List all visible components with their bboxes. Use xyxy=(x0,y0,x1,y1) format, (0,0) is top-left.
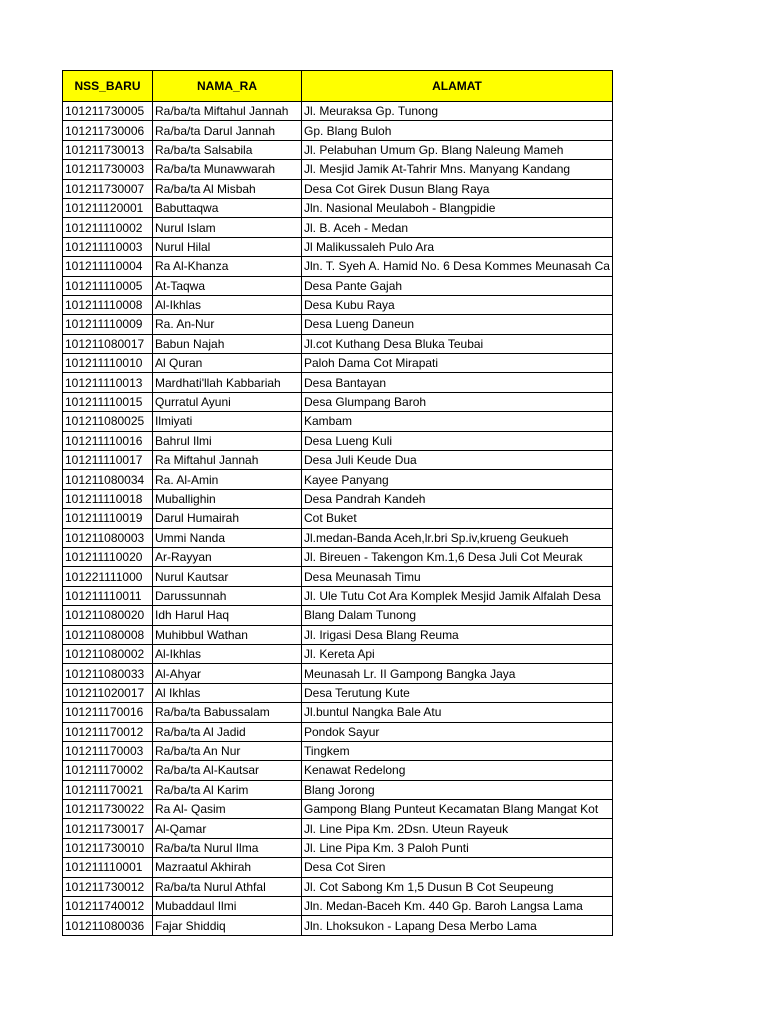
cell-nama-ra[interactable]: At-Taqwa xyxy=(153,276,302,295)
cell-nss-baru[interactable]: 101211080033 xyxy=(63,664,153,683)
table-row xyxy=(63,354,613,373)
cell-nama-ra[interactable]: Idh Harul Haq xyxy=(153,606,302,625)
cell-alamat[interactable]: Jl. Pelabuhan Umum Gp. Blang Naleung Mameh xyxy=(302,140,613,159)
cell-nama-ra[interactable]: Ra/ba/ta Al Jadid xyxy=(153,722,302,741)
table-row xyxy=(63,703,613,722)
cell-alamat[interactable]: Meunasah Lr. II Gampong Bangka Jaya xyxy=(302,664,613,683)
table-row xyxy=(63,761,613,780)
cell-nama-ra[interactable]: Qurratul Ayuni xyxy=(153,392,302,411)
cell-nss-baru[interactable]: 101211080017 xyxy=(63,334,153,353)
cell-nss-baru[interactable]: 101211170012 xyxy=(63,722,153,741)
table-row xyxy=(63,664,613,683)
table-row xyxy=(63,586,613,605)
cell-nama-ra[interactable]: Babuttaqwa xyxy=(153,198,302,217)
table-row xyxy=(63,741,613,760)
table-row xyxy=(63,644,613,663)
cell-nss-baru[interactable]: 101211110011 xyxy=(63,586,153,605)
cell-nss-baru[interactable]: 101211110010 xyxy=(63,354,153,373)
cell-alamat[interactable]: Kenawat Redelong xyxy=(302,761,613,780)
cell-alamat[interactable]: Jl. Kereta Api xyxy=(302,644,613,663)
cell-alamat[interactable]: Pondok Sayur xyxy=(302,722,613,741)
cell-nss-baru[interactable]: 101211110017 xyxy=(63,451,153,470)
cell-alamat[interactable]: Desa Meunasah Timu xyxy=(302,567,613,586)
cell-nama-ra[interactable]: Ra/ba/ta Babussalam xyxy=(153,703,302,722)
cell-alamat[interactable]: Jl. Irigasi Desa Blang Reuma xyxy=(302,625,613,644)
cell-alamat[interactable]: Jl. Ule Tutu Cot Ara Komplek Mesjid Jamik Alfalah Desa xyxy=(302,586,613,605)
cell-nama-ra[interactable]: Al-Ikhlas xyxy=(153,295,302,314)
cell-alamat[interactable]: Gampong Blang Punteut Kecamatan Blang Mangat Kot xyxy=(302,800,613,819)
table-row xyxy=(63,877,613,896)
cell-nama-ra[interactable]: Ra/ba/ta Al Misbah xyxy=(153,179,302,198)
cell-alamat[interactable]: Blang Jorong xyxy=(302,780,613,799)
table-row xyxy=(63,606,613,625)
cell-alamat[interactable]: Gp. Blang Buloh xyxy=(302,121,613,140)
table-row xyxy=(63,102,613,121)
table-row xyxy=(63,412,613,431)
table-row xyxy=(63,334,613,353)
cell-alamat[interactable]: Jln. Lhoksukon - Lapang Desa Merbo Lama xyxy=(302,916,613,935)
cell-nss-baru[interactable]: 101211080025 xyxy=(63,412,153,431)
cell-alamat[interactable]: Jl. B. Aceh - Medan xyxy=(302,218,613,237)
cell-nss-baru[interactable]: 101211080003 xyxy=(63,528,153,547)
spreadsheet xyxy=(62,70,613,936)
table-row xyxy=(63,276,613,295)
cell-nss-baru[interactable]: 101211110016 xyxy=(63,431,153,450)
cell-nss-baru[interactable]: 101211110013 xyxy=(63,373,153,392)
cell-nama-ra[interactable]: Ra/ba/ta Munawwarah xyxy=(153,160,302,179)
cell-nss-baru[interactable]: 101211730022 xyxy=(63,800,153,819)
table-row xyxy=(63,179,613,198)
header-row xyxy=(63,71,613,102)
cell-alamat[interactable]: Desa Cot Siren xyxy=(302,858,613,877)
header-alamat[interactable]: ALAMAT xyxy=(302,71,613,102)
table-row xyxy=(63,160,613,179)
cell-nss-baru[interactable]: 101211170003 xyxy=(63,741,153,760)
table-row xyxy=(63,121,613,140)
cell-nama-ra[interactable]: Ra/ba/ta Al-Kautsar xyxy=(153,761,302,780)
cell-nss-baru[interactable]: 101211080002 xyxy=(63,644,153,663)
cell-nss-baru[interactable]: 101211110005 xyxy=(63,276,153,295)
cell-alamat[interactable]: Desa Cot Girek Dusun Blang Raya xyxy=(302,179,613,198)
cell-nama-ra[interactable]: Ra/ba/ta Salsabila xyxy=(153,140,302,159)
table-row xyxy=(63,780,613,799)
cell-nss-baru[interactable]: 101211110019 xyxy=(63,509,153,528)
table-row xyxy=(63,451,613,470)
cell-alamat[interactable]: Paloh Dama Cot Mirapati xyxy=(302,354,613,373)
cell-nama-ra[interactable]: Nurul Hilal xyxy=(153,237,302,256)
table-row xyxy=(63,489,613,508)
table-row xyxy=(63,722,613,741)
table-row xyxy=(63,237,613,256)
cell-nama-ra[interactable]: Ra/ba/ta Al Karim xyxy=(153,780,302,799)
table-row xyxy=(63,858,613,877)
table-row xyxy=(63,567,613,586)
table-row xyxy=(63,140,613,159)
cell-nss-baru[interactable]: 101211110004 xyxy=(63,257,153,276)
cell-nss-baru[interactable]: 101211080008 xyxy=(63,625,153,644)
cell-nss-baru[interactable]: 101211730007 xyxy=(63,179,153,198)
table-row xyxy=(63,373,613,392)
cell-nss-baru[interactable]: 101211110002 xyxy=(63,218,153,237)
cell-alamat[interactable]: Jl. Cot Sabong Km 1,5 Dusun B Cot Seupeung xyxy=(302,877,613,896)
cell-nss-baru[interactable]: 101211170021 xyxy=(63,780,153,799)
cell-alamat[interactable]: Jln. Medan-Baceh Km. 440 Gp. Baroh Langsa Lama xyxy=(302,897,613,916)
cell-nama-ra[interactable]: Ra/ba/ta Miftahul Jannah xyxy=(153,102,302,121)
cell-nss-baru[interactable]: 101211110009 xyxy=(63,315,153,334)
cell-nss-baru[interactable]: 101211730013 xyxy=(63,140,153,159)
table-row xyxy=(63,392,613,411)
header-nama-ra[interactable]: NAMA_RA xyxy=(153,71,302,102)
cell-nama-ra[interactable]: Al Ikhlas xyxy=(153,683,302,702)
cell-alamat[interactable]: Desa Pante Gajah xyxy=(302,276,613,295)
cell-nama-ra[interactable]: Muhibbul Wathan xyxy=(153,625,302,644)
cell-alamat[interactable]: Desa Bantayan xyxy=(302,373,613,392)
cell-nama-ra[interactable]: Ra Miftahul Jannah xyxy=(153,451,302,470)
table-row xyxy=(63,470,613,489)
cell-alamat[interactable]: Kambam xyxy=(302,412,613,431)
cell-nama-ra[interactable]: Ra/ba/ta Nurul Athfal xyxy=(153,877,302,896)
cell-nama-ra[interactable]: Ra Al- Qasim xyxy=(153,800,302,819)
table-row xyxy=(63,897,613,916)
cell-nss-baru[interactable]: 101211110018 xyxy=(63,489,153,508)
cell-alamat[interactable]: Desa Glumpang Baroh xyxy=(302,392,613,411)
cell-alamat[interactable]: Tingkem xyxy=(302,741,613,760)
table-row xyxy=(63,218,613,237)
cell-nama-ra[interactable]: Al-Qamar xyxy=(153,819,302,838)
cell-alamat[interactable]: Jl Malikussaleh Pulo Ara xyxy=(302,237,613,256)
cell-nss-baru[interactable]: 101211730003 xyxy=(63,160,153,179)
cell-nama-ra[interactable]: Mazraatul Akhirah xyxy=(153,858,302,877)
cell-alamat[interactable]: Desa Lueng Daneun xyxy=(302,315,613,334)
cell-nama-ra[interactable]: Al Quran xyxy=(153,354,302,373)
cell-nama-ra[interactable]: Fajar Shiddiq xyxy=(153,916,302,935)
cell-alamat[interactable]: Blang Dalam Tunong xyxy=(302,606,613,625)
cell-nss-baru[interactable]: 101211110001 xyxy=(63,858,153,877)
cell-alamat[interactable]: Desa Lueng Kuli xyxy=(302,431,613,450)
cell-nss-baru[interactable]: 101211170016 xyxy=(63,703,153,722)
cell-nama-ra[interactable]: Ra. An-Nur xyxy=(153,315,302,334)
table-body xyxy=(63,102,613,936)
cell-nama-ra[interactable]: Ra. Al-Amin xyxy=(153,470,302,489)
cell-nama-ra[interactable]: Bahrul Ilmi xyxy=(153,431,302,450)
cell-nama-ra[interactable]: Ra/ba/ta An Nur xyxy=(153,741,302,760)
cell-alamat[interactable]: Jl. Bireuen - Takengon Km.1,6 Desa Juli Cot Meurak xyxy=(302,547,613,566)
cell-alamat[interactable]: Desa Pandrah Kandeh xyxy=(302,489,613,508)
table-row xyxy=(63,683,613,702)
table-row xyxy=(63,295,613,314)
cell-nss-baru[interactable]: 101211730017 xyxy=(63,819,153,838)
cell-nama-ra[interactable]: Ummi Nanda xyxy=(153,528,302,547)
cell-nss-baru[interactable]: 101211120001 xyxy=(63,198,153,217)
cell-nss-baru[interactable]: 101211730010 xyxy=(63,838,153,857)
cell-nama-ra[interactable]: Nurul Kautsar xyxy=(153,567,302,586)
cell-nss-baru[interactable]: 101211730006 xyxy=(63,121,153,140)
cell-nama-ra[interactable]: Al-Ahyar xyxy=(153,664,302,683)
cell-nama-ra[interactable]: Babun Najah xyxy=(153,334,302,353)
cell-nss-baru[interactable]: 101211080034 xyxy=(63,470,153,489)
cell-alamat[interactable]: Desa Kubu Raya xyxy=(302,295,613,314)
cell-nama-ra[interactable]: Mubaddaul Ilmi xyxy=(153,897,302,916)
cell-alamat[interactable]: Jl.medan-Banda Aceh,lr.bri Sp.iv,krueng Geukueh xyxy=(302,528,613,547)
cell-nama-ra[interactable]: Nurul Islam xyxy=(153,218,302,237)
cell-nama-ra[interactable]: Muballighin xyxy=(153,489,302,508)
cell-alamat[interactable]: Jln. T. Syeh A. Hamid No. 6 Desa Kommes Meunasah Ca xyxy=(302,257,613,276)
cell-nss-baru[interactable]: 101211020017 xyxy=(63,683,153,702)
cell-nss-baru[interactable]: 101221111000 xyxy=(63,567,153,586)
table-row xyxy=(63,800,613,819)
table-row xyxy=(63,547,613,566)
table-row xyxy=(63,625,613,644)
cell-nss-baru[interactable]: 101211730005 xyxy=(63,102,153,121)
cell-nama-ra[interactable]: Ra/ba/ta Darul Jannah xyxy=(153,121,302,140)
table-row xyxy=(63,528,613,547)
cell-alamat[interactable]: Jl.buntul Nangka Bale Atu xyxy=(302,703,613,722)
cell-nama-ra[interactable]: Ra/ba/ta Nurul Ilma xyxy=(153,838,302,857)
cell-nss-baru[interactable]: 101211110015 xyxy=(63,392,153,411)
cell-nama-ra[interactable]: Ar-Rayyan xyxy=(153,547,302,566)
cell-alamat[interactable]: Jl. Line Pipa Km. 3 Paloh Punti xyxy=(302,838,613,857)
cell-nama-ra[interactable]: Darul Humairah xyxy=(153,509,302,528)
cell-alamat[interactable]: Desa Juli Keude Dua xyxy=(302,451,613,470)
table-row xyxy=(63,819,613,838)
table-row xyxy=(63,198,613,217)
table-row xyxy=(63,257,613,276)
cell-nama-ra[interactable]: Ra Al-Khanza xyxy=(153,257,302,276)
table-row xyxy=(63,431,613,450)
header-nss-baru[interactable]: NSS_BARU xyxy=(63,71,153,102)
cell-nama-ra[interactable]: Al-Ikhlas xyxy=(153,644,302,663)
cell-nama-ra[interactable]: Darussunnah xyxy=(153,586,302,605)
data-table xyxy=(62,70,613,936)
cell-alamat[interactable]: Jl. Mesjid Jamik At-Tahrir Mns. Manyang Kandang xyxy=(302,160,613,179)
cell-alamat[interactable]: Cot Buket xyxy=(302,509,613,528)
cell-alamat[interactable]: Kayee Panyang xyxy=(302,470,613,489)
cell-nss-baru[interactable]: 101211080036 xyxy=(63,916,153,935)
cell-nss-baru[interactable]: 101211740012 xyxy=(63,897,153,916)
cell-nss-baru[interactable]: 101211110003 xyxy=(63,237,153,256)
cell-nama-ra[interactable]: Ilmiyati xyxy=(153,412,302,431)
cell-alamat[interactable]: Jln. Nasional Meulaboh - Blangpidie xyxy=(302,198,613,217)
cell-alamat[interactable]: Jl. Line Pipa Km. 2Dsn. Uteun Rayeuk xyxy=(302,819,613,838)
cell-nss-baru[interactable]: 101211110020 xyxy=(63,547,153,566)
cell-alamat[interactable]: Desa Terutung Kute xyxy=(302,683,613,702)
table-row xyxy=(63,509,613,528)
cell-nss-baru[interactable]: 101211110008 xyxy=(63,295,153,314)
cell-nss-baru[interactable]: 101211080020 xyxy=(63,606,153,625)
table-row xyxy=(63,916,613,935)
cell-nama-ra[interactable]: Mardhati'llah Kabbariah xyxy=(153,373,302,392)
cell-nss-baru[interactable]: 101211730012 xyxy=(63,877,153,896)
cell-alamat[interactable]: Jl. Meuraksa Gp. Tunong xyxy=(302,102,613,121)
table-row xyxy=(63,838,613,857)
cell-alamat[interactable]: Jl.cot Kuthang Desa Bluka Teubai xyxy=(302,334,613,353)
table-row xyxy=(63,315,613,334)
cell-nss-baru[interactable]: 101211170002 xyxy=(63,761,153,780)
